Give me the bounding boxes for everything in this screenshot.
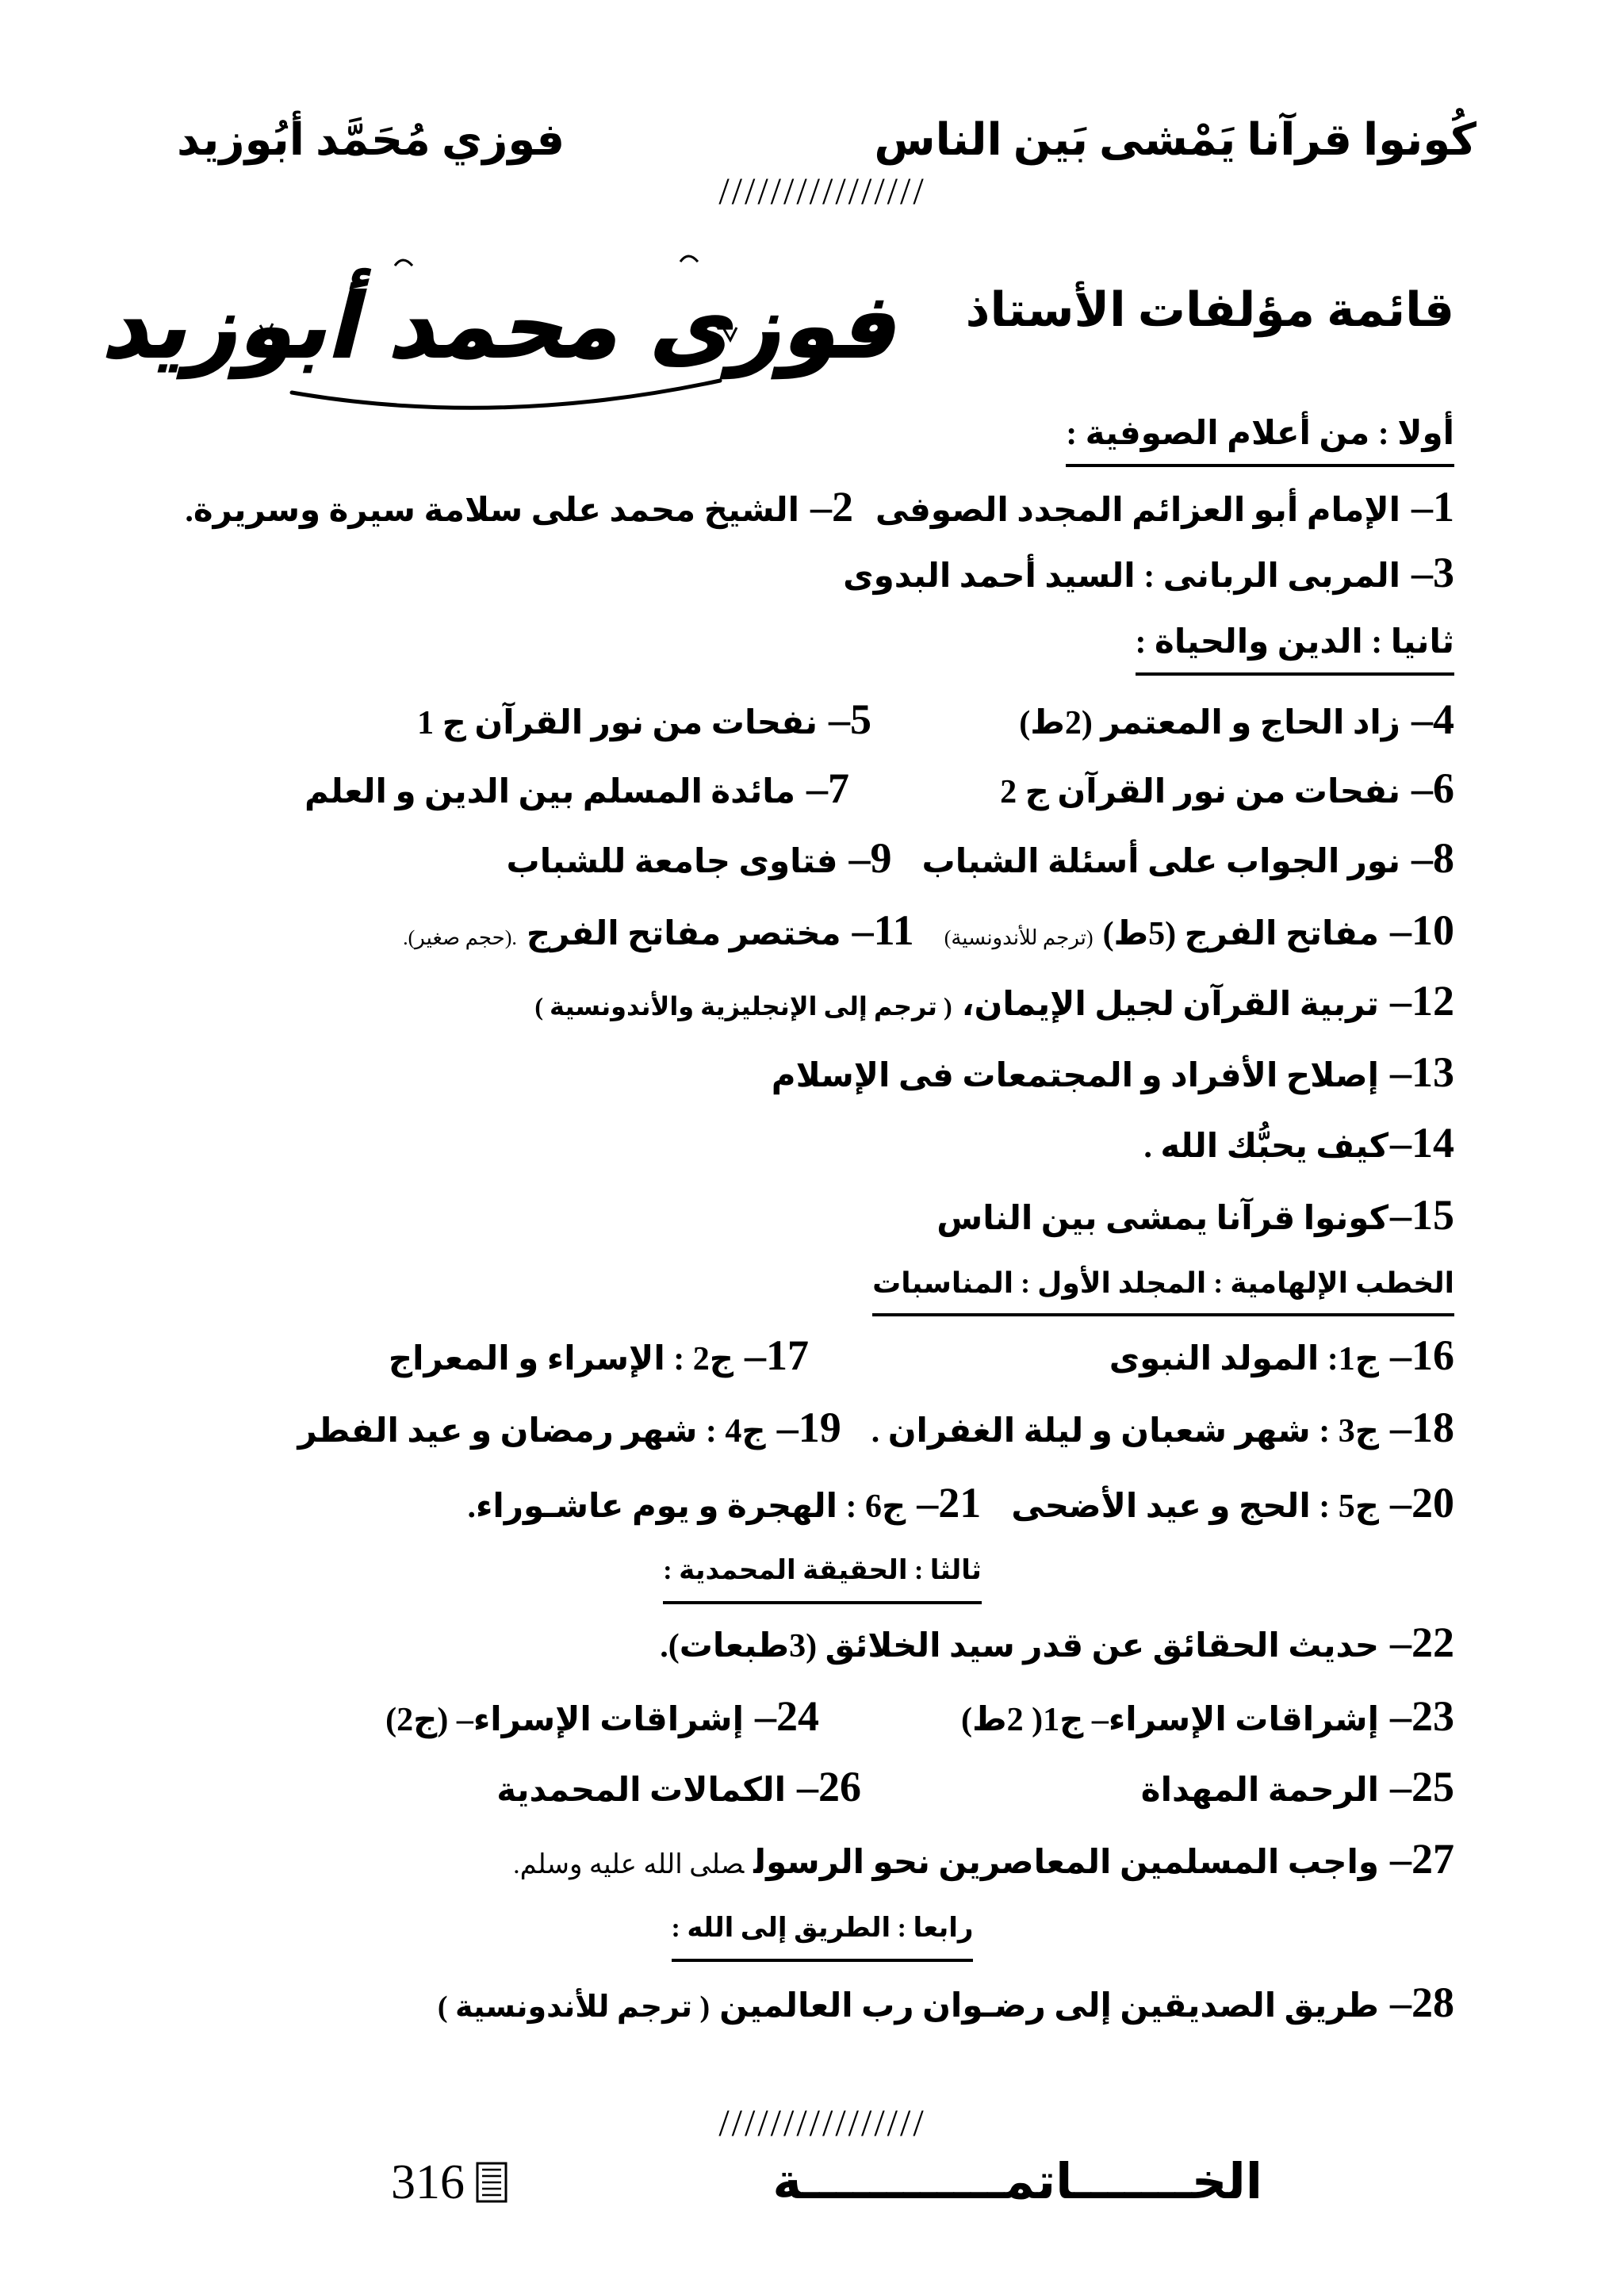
list-item (496, 1763, 861, 1810)
signature-ornament (680, 256, 698, 262)
list-item (871, 1404, 1454, 1451)
list-row (1109, 1325, 1454, 1385)
list-row (1019, 689, 1454, 749)
item-title: ج1: المولد النبوى (1109, 1341, 1379, 1377)
item-title: ج5 : الحج و عيد الأضحى (1011, 1488, 1379, 1525)
item-note: صلى الله عليه وسلم. (513, 1850, 745, 1879)
list-item (921, 834, 1454, 882)
section-heading-wrap (0, 1541, 1624, 1604)
author-signature (96, 230, 916, 436)
item-number: 6– (1411, 764, 1454, 812)
item-number: 9– (848, 834, 892, 882)
list-row (1143, 1113, 1454, 1173)
list-row (297, 1397, 1454, 1458)
list-item (506, 834, 892, 882)
list-row (507, 828, 1454, 888)
list-item (771, 1048, 1454, 1096)
item-title: حديث الحقائق عن قدر سيد الخلائق (3طبعات). (660, 1628, 1379, 1665)
item-title: إشراقات الإسراء– ج1( 2ط) (960, 1702, 1379, 1738)
list-item (936, 1191, 1454, 1239)
list-item (944, 906, 1454, 954)
list-row (496, 1757, 861, 1817)
item-number: 2– (810, 483, 853, 531)
list-row (1000, 758, 1454, 818)
section-heading: ثالثا : الحقيقة المحمدية : (663, 1541, 982, 1604)
separator: //////////////// (718, 170, 926, 213)
item-title: نور الجواب على أسئلة الشباب (921, 844, 1400, 880)
page-footer (391, 2147, 508, 2218)
list-item (534, 977, 1454, 1025)
list-item (1011, 1479, 1454, 1527)
list-row (389, 1325, 809, 1385)
item-title: مفاتح الفرج (5ط) (1102, 916, 1379, 952)
list-row (467, 1473, 1454, 1533)
list-row (185, 477, 853, 537)
item-number: 1– (1411, 483, 1454, 531)
list-item (660, 1619, 1454, 1666)
item-title: إشراقات الإسراء– (ج2) (385, 1702, 744, 1738)
list-row (438, 1972, 1454, 2032)
list-row (772, 1042, 1454, 1102)
list-item (417, 695, 871, 743)
item-number: 25– (1390, 1763, 1454, 1810)
list-item (1140, 1763, 1454, 1810)
item-title: الإمام أبو العزائم المجدد الصوفى (875, 492, 1400, 529)
item-number: 13– (1390, 1048, 1454, 1096)
section-heading: الخطب الإلهامية : المجلد الأول : المناسبات (872, 1253, 1454, 1316)
item-note: (ترجم للأندونسية) (944, 926, 1094, 949)
item-number: 8– (1411, 834, 1454, 882)
list-item (185, 483, 853, 531)
book-title: كُونوا قرآنا يَمْشى بَين الناس (874, 116, 1477, 165)
signature-flourish (292, 381, 720, 408)
item-title: نفحات من نور القرآن ج 1 (417, 705, 818, 741)
item-number: 12– (1390, 977, 1454, 1025)
list-item (385, 1692, 819, 1740)
item-number: 5– (829, 695, 871, 743)
item-title: المربى الربانى : السيد أحمد البدوى (843, 558, 1400, 595)
separator: //////////////// (718, 2102, 926, 2144)
item-number: 18– (1390, 1404, 1454, 1451)
section-heading: أولا : من أعلام الصوفية : (1066, 404, 1454, 467)
item-number: 23– (1390, 1692, 1454, 1740)
item-title: الشيخ محمد على سلامة سيرة وسريرة. (185, 492, 799, 529)
item-number: 28– (1390, 1979, 1454, 2026)
section-heading-wrap (0, 1898, 1624, 1962)
item-number: 10– (1390, 906, 1454, 954)
item-number: 4– (1411, 695, 1454, 743)
item-number: 21– (917, 1479, 982, 1527)
item-number: 26– (797, 1763, 861, 1810)
item-title: الكمالات المحمدية (496, 1772, 786, 1809)
item-number: 11– (852, 906, 914, 954)
item-title: كيف يحبُّك الله . (1143, 1128, 1388, 1165)
item-title: مائدة المسلم بين الدين و العلم (304, 774, 795, 810)
list-row (385, 1686, 819, 1746)
item-title: كونوا قرآنا يمشى بين الناس (936, 1201, 1388, 1237)
list-row (534, 971, 1454, 1031)
item-number: 20– (1390, 1479, 1454, 1527)
item-title: طريق الصديقين إلى رضـوان رب العالمين (719, 1988, 1379, 2025)
book-icon (476, 2162, 508, 2203)
item-number: 16– (1390, 1331, 1454, 1379)
list-item (388, 1331, 809, 1379)
item-title: تربية القرآن لجيل الإيمان، (961, 987, 1379, 1023)
list-item (513, 1835, 1454, 1883)
list-item (304, 764, 849, 812)
list-row (660, 1612, 1454, 1672)
item-number: 19– (776, 1404, 841, 1451)
signature-ornament (395, 260, 412, 266)
page-title: قائمة مؤلفات الأستاذ (965, 284, 1454, 336)
item-number: 22– (1390, 1619, 1454, 1666)
list-item (403, 906, 914, 954)
list-item (467, 1479, 982, 1527)
item-note: ( ترجم للأندونسية ) (437, 1990, 710, 2024)
item-number: 15– (1390, 1191, 1454, 1239)
list-item (875, 483, 1454, 531)
item-note: .(حجم صغير). (403, 926, 517, 949)
section-heading: رابعا : الطريق إلى الله : (672, 1898, 974, 1962)
item-title: ج6 : الهجرة و يوم عاشـوراء. (467, 1488, 906, 1525)
list-row (513, 1829, 1454, 1889)
item-title: فتاوى جامعة للشباب (506, 844, 838, 880)
list-row (961, 1686, 1454, 1746)
list-item (437, 1979, 1454, 2026)
list-row (304, 758, 849, 818)
list-item (1000, 764, 1454, 812)
list-item (1019, 695, 1454, 743)
list-row (403, 900, 1454, 960)
item-number: 3– (1411, 549, 1454, 596)
item-number: 17– (745, 1331, 809, 1379)
signature-text: فوزى محمد أبوزيد (96, 274, 916, 378)
list-row (417, 689, 871, 749)
item-title: نفحات من نور القرآن ج 2 (1000, 774, 1400, 810)
section-heading: ثانيا : الدين والحياة : (1136, 612, 1454, 676)
author-name: فوزي مُحَمَّد أبُوزيد (177, 116, 565, 165)
item-title: إصلاح الأفراد و المجتمعات فى الإسلام (771, 1058, 1379, 1094)
chapter-title: الخـــــــاتمــــــــــــة (772, 2155, 1262, 2209)
item-title: ج3 : شهر شعبان و ليلة الغفران . (871, 1413, 1379, 1450)
list-item (1109, 1331, 1454, 1379)
item-note: ( ترجم إلى الإنجليزية والأندونسية ) (534, 992, 952, 1021)
list-row (843, 542, 1454, 603)
item-number: 24– (755, 1692, 819, 1740)
item-title: زاد الحاج و المعتمر (2ط) (1019, 705, 1400, 741)
item-title: ج2 : الإسراء و المعراج (388, 1341, 733, 1377)
item-title: الرحمة المهداة (1140, 1772, 1379, 1809)
item-number: 7– (806, 764, 849, 812)
list-row (936, 1185, 1454, 1245)
item-title: ج4 : شهر رمضان و عيد الفطر (297, 1413, 766, 1450)
page-number: 316 (391, 2155, 465, 2209)
list-row (1141, 1757, 1454, 1817)
list-row (875, 477, 1454, 537)
list-item (297, 1404, 841, 1451)
list-item (1143, 1119, 1454, 1167)
item-number: 27– (1390, 1835, 1454, 1883)
list-item (843, 549, 1454, 596)
list-item (960, 1692, 1454, 1740)
item-title: واجب المسلمين المعاصرين نحو الرسول (753, 1845, 1379, 1881)
item-title: مختصر مفاتح الفرج (526, 916, 841, 952)
item-number: 14– (1390, 1119, 1454, 1167)
